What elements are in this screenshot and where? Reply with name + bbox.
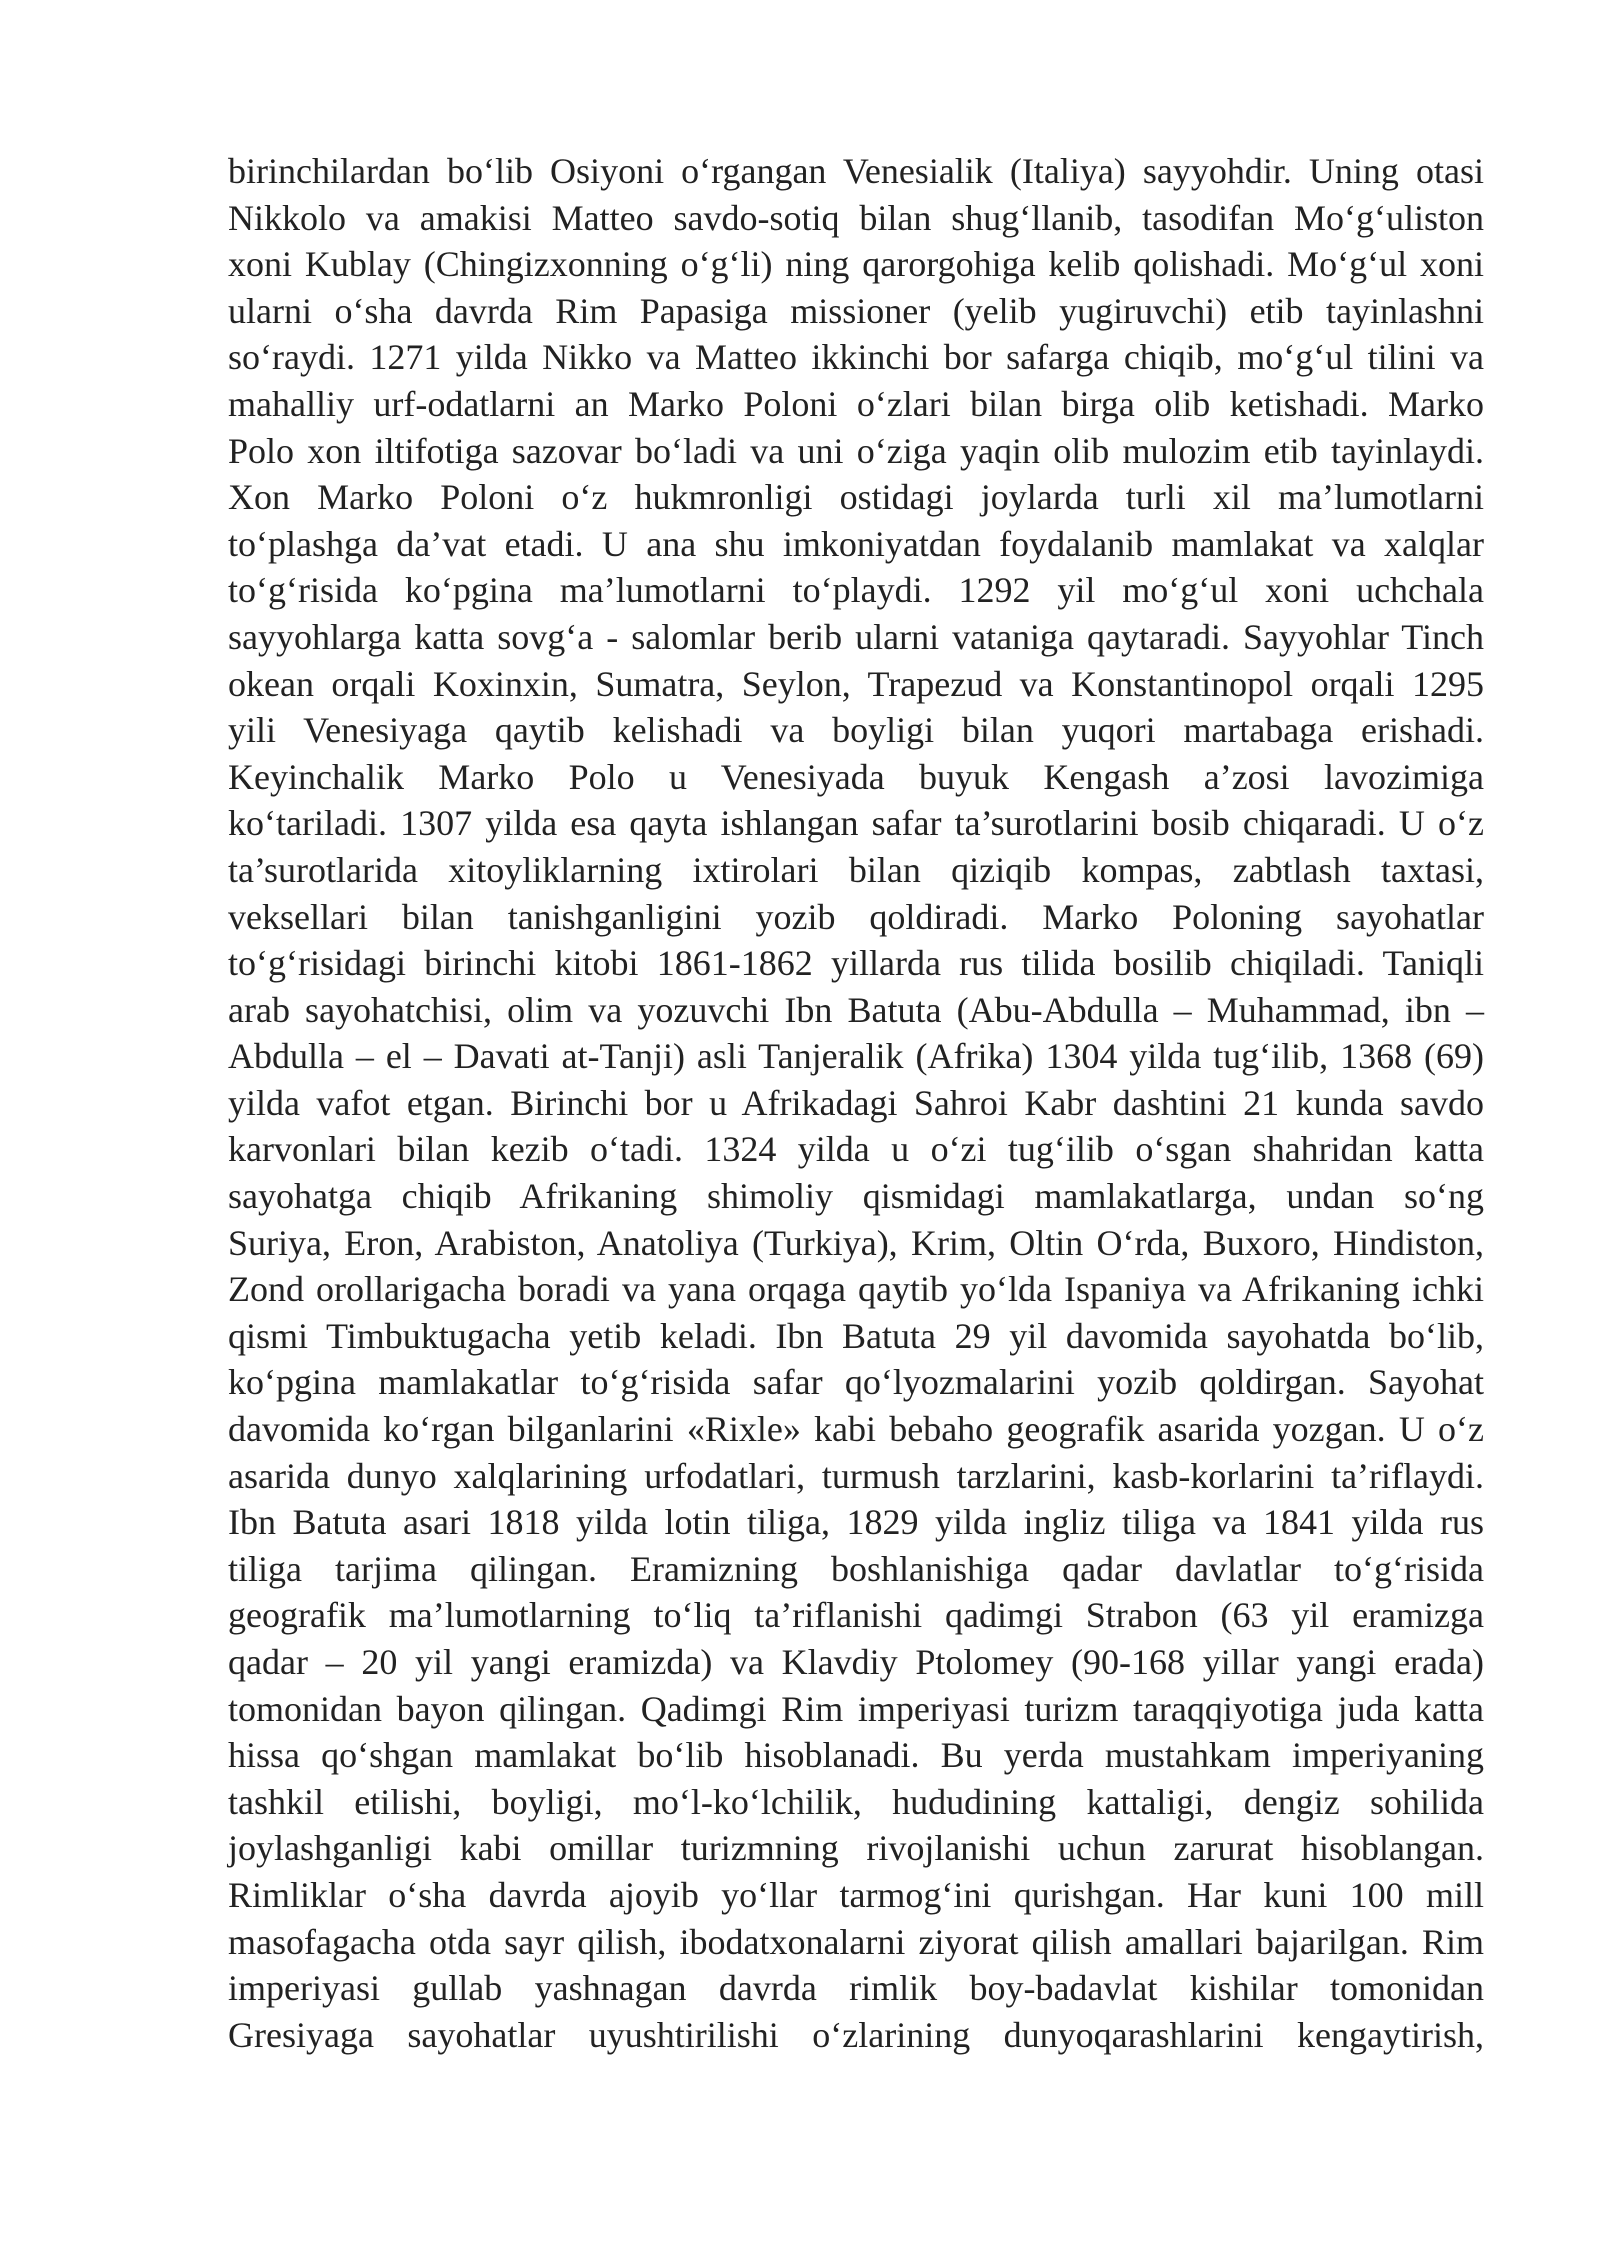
text-line: Zond orollarigacha boradi va yana orqaga qaytib yo‘lda Ispaniya va Afrikaning ichki: [228, 1269, 1484, 1310]
text-line: Gresiyaga sayohatlar uyushtirilishi o‘zlarining dunyoqarashlarini kengaytirish,: [228, 2014, 1484, 2055]
text-line: Keyinchalik Marko Polo u Venesiyada buyuk Kengash a’zosi lavozimiga: [228, 756, 1484, 797]
text-line: arab sayohatchisi, olim va yozuvchi Ibn Batuta (Abu-Abdulla – Muhammad, ibn –: [228, 989, 1484, 1030]
text-line: mahalliy urf-odatlarni an Marko Poloni o‘zlari bilan birga olib ketishadi. Marko: [228, 383, 1484, 424]
text-line: tiliga tarjima qilingan. Eramizning boshlanishiga qadar davlatlar to‘g‘risida: [228, 1548, 1484, 1589]
text-line: ularni o‘sha davrda Rim Papasiga missioner (yelib yugiruvchi) etib tayinlashni: [228, 290, 1484, 331]
text-line: imperiyasi gullab yashnagan davrda rimlik boy-badavlat kishilar tomonidan: [228, 1968, 1484, 2009]
text-line: to‘g‘risida ko‘pgina ma’lumotlarni to‘playdi. 1292 yil mo‘g‘ul xoni uchchala: [228, 570, 1484, 611]
text-line: Nikkolo va amakisi Matteo savdo-sotiq bilan shug‘llanib, tasodifan Mo‘g‘uliston: [228, 197, 1484, 238]
text-line: sayohatga chiqib Afrikaning shimoliy qismidagi mamlakatlarga, undan so‘ng: [228, 1176, 1484, 1217]
text-line: sayyohlarga katta sovg‘a - salomlar berib ularni vataniga qaytaradi. Sayyohlar Tinch: [228, 616, 1484, 657]
text-line: geografik ma’lumotlarning to‘liq ta’riflanishi qadimgi Strabon (63 yil eramizga: [228, 1595, 1484, 1636]
text-line: davomida ko‘rgan bilganlarini «Rixle» kabi bebaho geografik asarida yozgan. U o‘z: [228, 1409, 1484, 1450]
text-line: Abdulla – el – Davati at-Tanji) asli Tanjeralik (Afrika) 1304 yilda tug‘ilib, 1368 (69): [228, 1036, 1484, 1077]
text-line: Suriya, Eron, Arabiston, Anatoliya (Turkiya), Krim, Oltin O‘rda, Buxoro, Hindiston,: [228, 1222, 1484, 1263]
text-line: qismi Timbuktugacha yetib keladi. Ibn Batuta 29 yil davomida sayohatda bo‘lib,: [228, 1315, 1484, 1356]
text-line: to‘plashga da’vat etadi. U ana shu imkoniyatdan foydalanib mamlakat va xalqlar: [228, 523, 1484, 564]
text-line: birinchilardan bo‘lib Osiyoni o‘rgangan Venesialik (Italiya) sayyohdir. Uning otasi: [228, 151, 1484, 191]
text-line: xoni Kublay (Chingizxonning o‘g‘li) ning qarorgohiga kelib qolishadi. Mo‘g‘ul xoni: [228, 244, 1484, 285]
text-line: Xon Marko Poloni o‘z hukmronligi ostidagi joylarda turli xil ma’lumotlarni: [228, 477, 1484, 518]
text-line: ta’surotlarida xitoyliklarning ixtirolari bilan qiziqib kompas, zabtlash taxtasi,: [228, 849, 1484, 890]
text-line: tomonidan bayon qilingan. Qadimgi Rim imperiyasi turizm taraqqiyotiga juda katta: [228, 1688, 1484, 1729]
text-line: ko‘pgina mamlakatlar to‘g‘risida safar qo‘lyozmalarini yozib qoldirgan. Sayohat: [228, 1362, 1484, 1403]
text-line: veksellari bilan tanishganligini yozib qoldiradi. Marko Poloning sayohatlar: [228, 896, 1484, 937]
text-line: masofagacha otda sayr qilish, ibodatxonalarni ziyorat qilish amallari bajarilgan. Rim: [228, 1921, 1484, 1962]
text-line: okean orqali Koxinxin, Sumatra, Seylon, Trapezud va Konstantinopol orqali 1295: [228, 663, 1484, 704]
text-line: yili Venesiyaga qaytib kelishadi va boyligi bilan yuqori martabaga erishadi.: [228, 710, 1484, 751]
text-line: karvonlari bilan kezib o‘tadi. 1324 yilda u o‘zi tug‘ilib o‘sgan shahridan katta: [228, 1129, 1484, 1170]
text-line: yilda vafot etgan. Birinchi bor u Afrikadagi Sahroi Kabr dashtini 21 kunda savdo: [228, 1082, 1484, 1123]
body-paragraph: [228, 148, 1484, 2058]
text-line: qadar – 20 yil yangi eramizda) va Klavdiy Ptolomey (90-168 yillar yangi erada): [228, 1642, 1484, 1682]
text-line: ko‘tariladi. 1307 yilda esa qayta ishlangan safar ta’surotlarini bosib chiqaradi. U o‘z: [228, 803, 1484, 844]
text-line: Polo xon iltifotiga sazovar bo‘ladi va uni o‘ziga yaqin olib mulozim etib tayinlaydi.: [228, 430, 1484, 471]
text-line: joylashganligi kabi omillar turizmning rivojlanishi uchun zarurat hisoblangan.: [228, 1828, 1484, 1869]
text-line: to‘g‘risidagi birinchi kitobi 1861-1862 yillarda rus tilida bosilib chiqiladi. Taniqli: [228, 943, 1484, 984]
text-line: so‘raydi. 1271 yilda Nikko va Matteo ikkinchi bor safarga chiqib, mo‘g‘ul tilini va: [228, 337, 1484, 378]
text-line: hissa qo‘shgan mamlakat bo‘lib hisoblanadi. Bu yerda mustahkam imperiyaning: [228, 1735, 1484, 1776]
text-line: Ibn Batuta asari 1818 yilda lotin tiliga, 1829 yilda ingliz tiliga va 1841 yilda rus: [228, 1502, 1484, 1543]
text-line: Rimliklar o‘sha davrda ajoyib yo‘llar tarmog‘ini qurishgan. Har kuni 100 mill: [228, 1874, 1484, 1915]
text-line: tashkil etilishi, boyligi, mo‘l-ko‘lchilik, hududining kattaligi, dengiz sohilida: [228, 1781, 1484, 1822]
text-line: asarida dunyo xalqlarining urfodatlari, turmush tarzlarini, kasb-korlarini ta’riflaydi.: [228, 1455, 1484, 1496]
